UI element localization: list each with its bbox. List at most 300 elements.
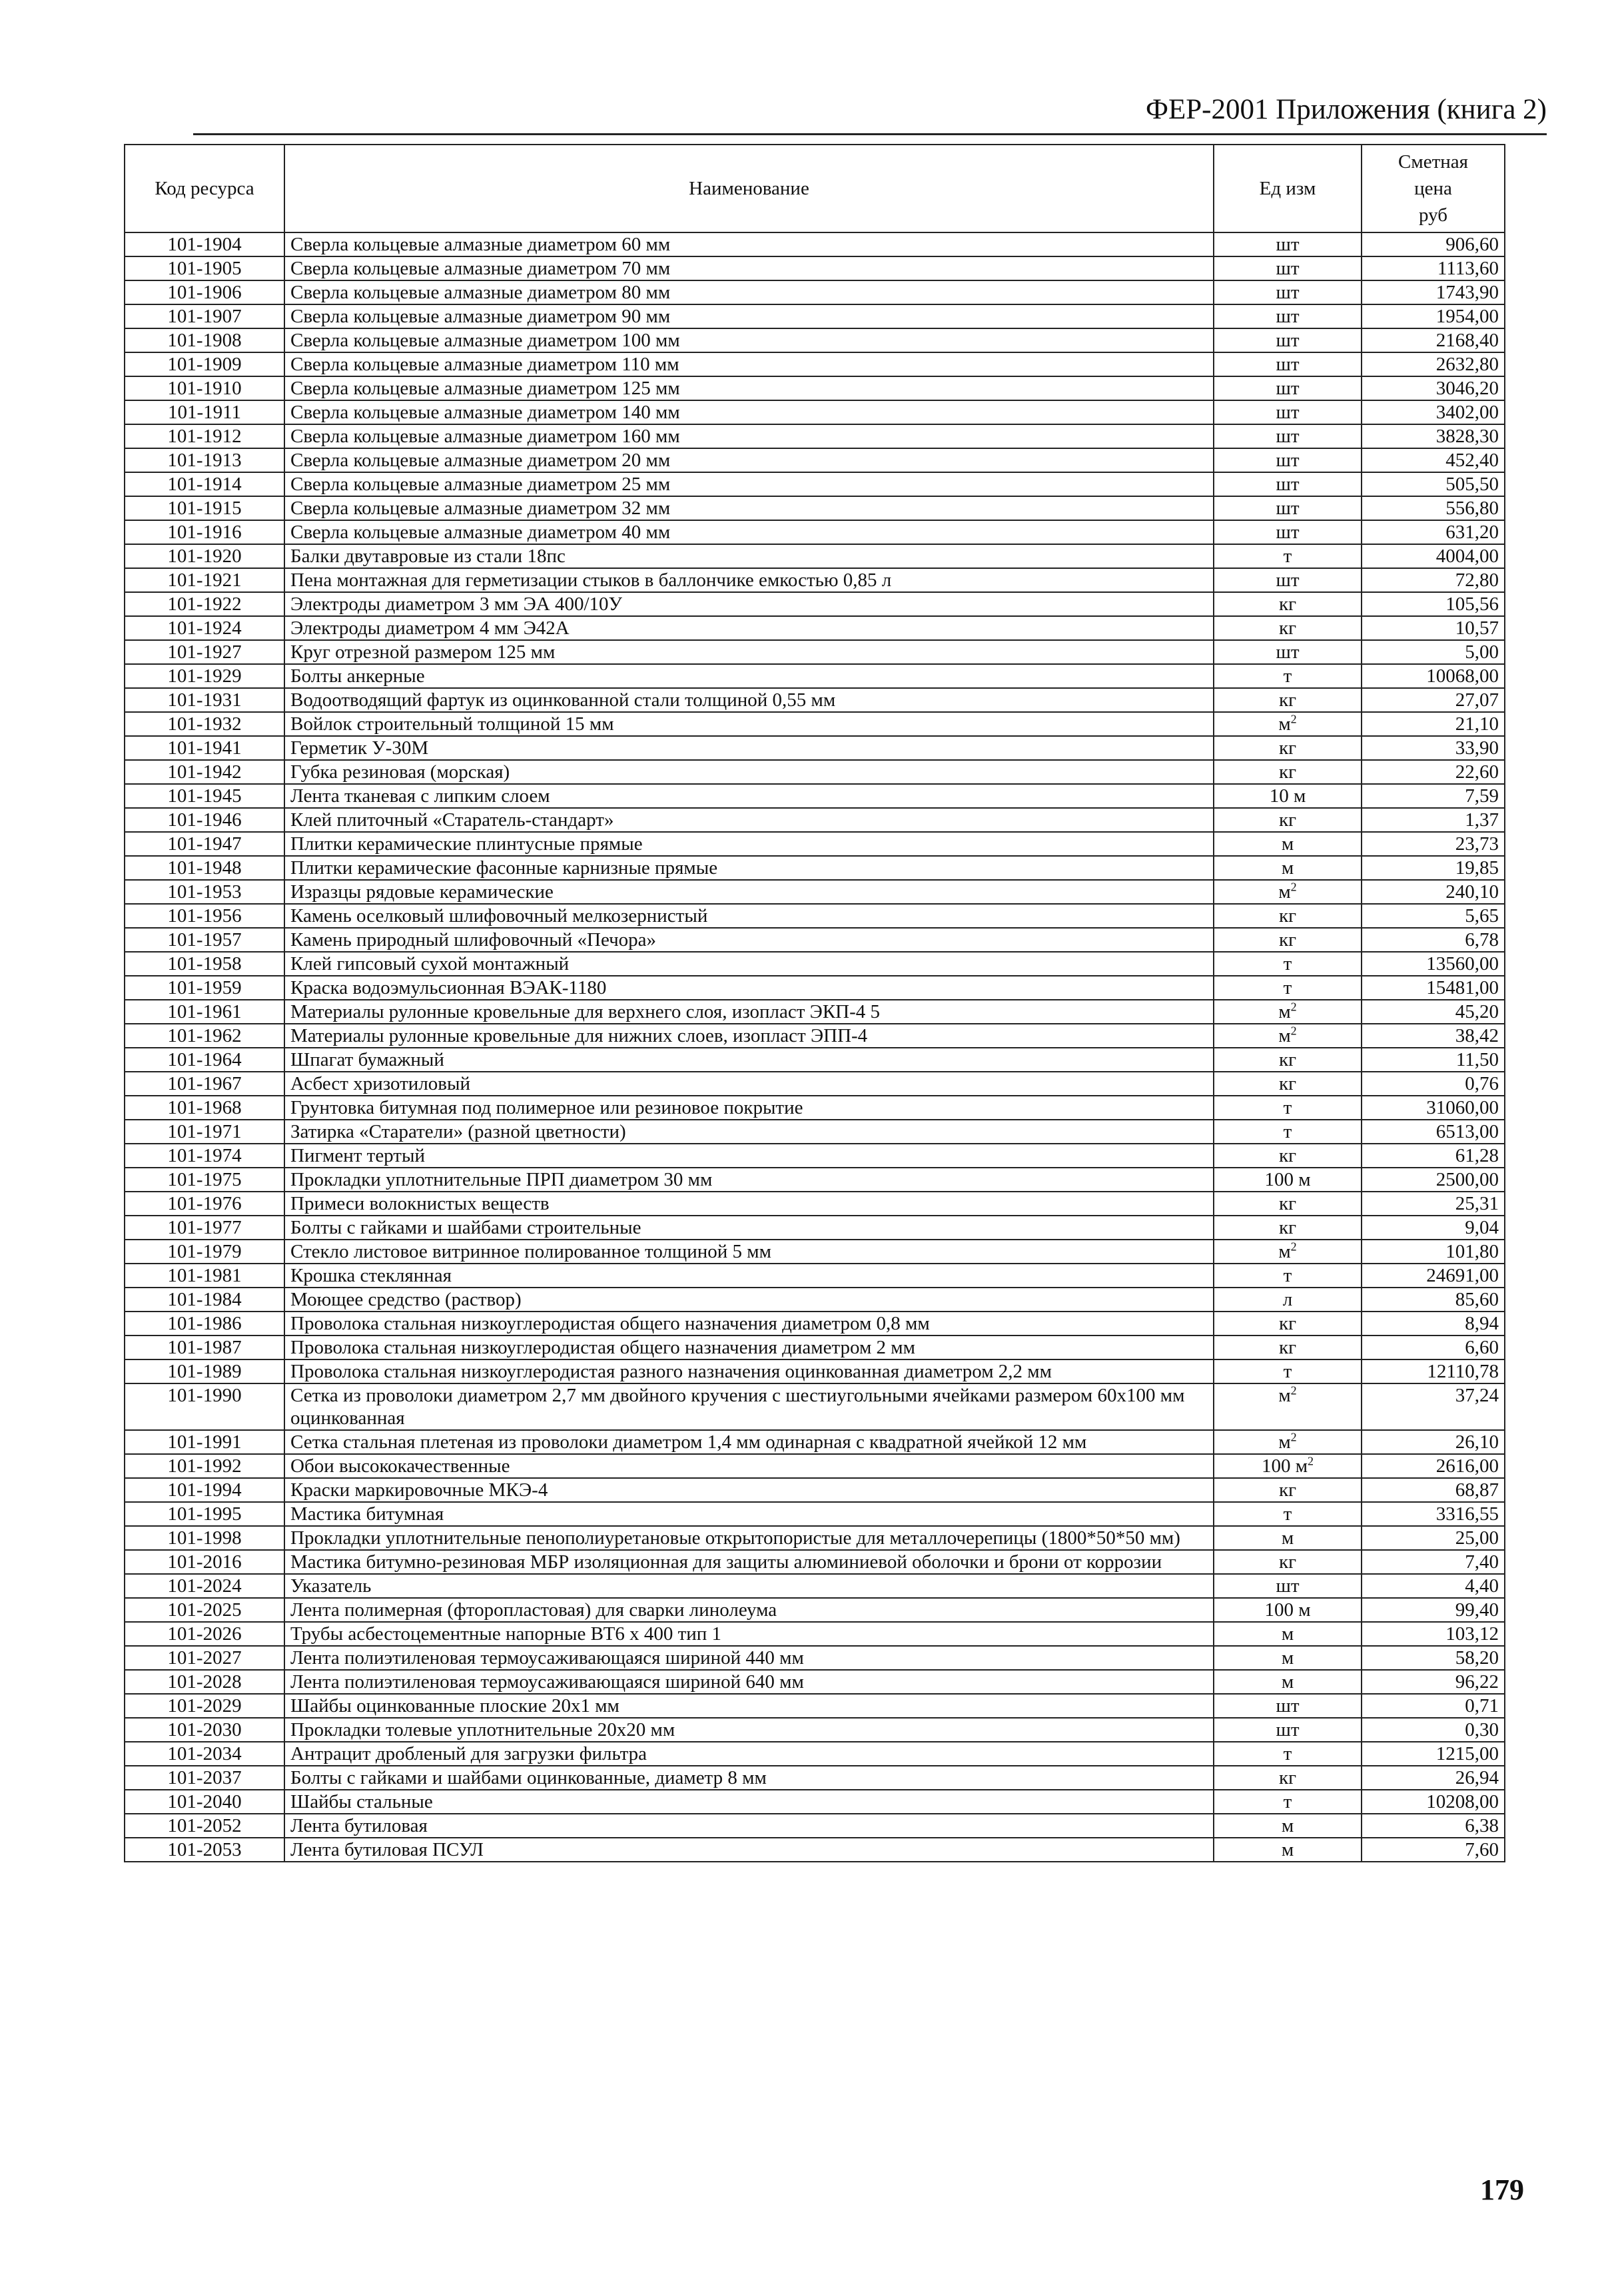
resource-name-cell: Лента тканевая с липким слоем xyxy=(284,784,1214,808)
unit-text: кг xyxy=(1279,1767,1296,1788)
resource-name-cell: Лента бутиловая xyxy=(284,1814,1214,1838)
price-cell: 7,40 xyxy=(1362,1550,1505,1574)
unit-superscript: 2 xyxy=(1308,1454,1314,1468)
unit-text: м xyxy=(1281,1671,1294,1693)
resource-code-cell: 101-2016 xyxy=(125,1550,284,1574)
resource-name-cell: Войлок строительный толщиной 15 мм xyxy=(284,712,1214,736)
price-cell: 13560,00 xyxy=(1362,952,1505,976)
unit-cell xyxy=(1214,400,1362,424)
unit-cell xyxy=(1214,520,1362,544)
unit-text: м xyxy=(1278,881,1291,903)
table-row xyxy=(125,304,1505,328)
table-row xyxy=(125,400,1505,424)
price-cell: 906,60 xyxy=(1362,232,1505,256)
unit-text: шт xyxy=(1276,378,1300,399)
resource-code-cell: 101-1942 xyxy=(125,760,284,784)
unit-text: шт xyxy=(1276,258,1300,279)
price-cell: 1743,90 xyxy=(1362,280,1505,304)
unit-text: шт xyxy=(1276,450,1300,471)
column-header-price-line3: руб xyxy=(1419,204,1447,226)
resource-name-cell: Мастика битумно-резиновая МБР изоляционная для защиты алюминиевой оболочки и брони от коррозии xyxy=(284,1550,1214,1574)
unit-text: т xyxy=(1283,1791,1292,1812)
table-row xyxy=(125,424,1505,448)
price-cell: 452,40 xyxy=(1362,448,1505,472)
resource-code-cell: 101-1927 xyxy=(125,640,284,664)
unit-text: кг xyxy=(1279,1313,1296,1334)
resource-code-cell: 101-1913 xyxy=(125,448,284,472)
price-cell: 6,38 xyxy=(1362,1814,1505,1838)
table-row xyxy=(125,760,1505,784)
unit-text: м xyxy=(1281,1815,1294,1836)
unit-text: т xyxy=(1283,546,1292,567)
table-row xyxy=(125,1096,1505,1120)
resource-name-cell: Антрацит дробленый для загрузки фильтра xyxy=(284,1742,1214,1766)
unit-text: шт xyxy=(1276,1575,1300,1597)
price-cell: 45,20 xyxy=(1362,1000,1505,1024)
resource-code-cell: 101-1946 xyxy=(125,808,284,832)
price-cell: 96,22 xyxy=(1362,1670,1505,1694)
resource-name-cell: Балки двутавровые из стали 18пс xyxy=(284,544,1214,568)
unit-superscript: 2 xyxy=(1290,1000,1297,1014)
table-row xyxy=(125,664,1505,688)
price-cell: 1113,60 xyxy=(1362,256,1505,280)
price-cell: 6513,00 xyxy=(1362,1120,1505,1144)
resource-code-cell: 101-1959 xyxy=(125,976,284,1000)
unit-cell xyxy=(1214,1072,1362,1096)
table-row xyxy=(125,544,1505,568)
table-row xyxy=(125,1000,1505,1024)
resource-name-cell: Затирка «Старатели» (разной цветности) xyxy=(284,1120,1214,1144)
resource-name-cell: Стекло листовое витринное полированное толщиной 5 мм xyxy=(284,1240,1214,1264)
resource-name-cell: Плитки керамические плинтусные прямые xyxy=(284,832,1214,856)
price-cell: 7,60 xyxy=(1362,1838,1505,1862)
resource-name-cell: Лента полимерная (фторопластовая) для сварки линолеума xyxy=(284,1598,1214,1622)
resource-code-cell: 101-1920 xyxy=(125,544,284,568)
price-cell: 11,50 xyxy=(1362,1048,1505,1072)
resource-name-cell: Сверла кольцевые алмазные диаметром 110 мм xyxy=(284,352,1214,376)
table-row xyxy=(125,976,1505,1000)
resource-name-cell: Сверла кольцевые алмазные диаметром 20 мм xyxy=(284,448,1214,472)
unit-superscript: 2 xyxy=(1290,1240,1297,1254)
price-cell: 5,65 xyxy=(1362,904,1505,928)
price-cell: 3402,00 xyxy=(1362,400,1505,424)
unit-text: шт xyxy=(1276,306,1300,327)
unit-text: кг xyxy=(1279,1049,1296,1070)
resource-name-cell: Сверла кольцевые алмазные диаметром 160 мм xyxy=(284,424,1214,448)
resource-code-cell: 101-1912 xyxy=(125,424,284,448)
price-cell: 31060,00 xyxy=(1362,1096,1505,1120)
table-row xyxy=(125,1670,1505,1694)
unit-cell xyxy=(1214,664,1362,688)
resource-code-cell: 101-1995 xyxy=(125,1502,284,1526)
resource-code-cell: 101-1975 xyxy=(125,1168,284,1192)
column-header-code: Код ресурса xyxy=(125,145,284,232)
resource-name-cell: Трубы асбестоцементные напорные ВТ6 х 400 тип 1 xyxy=(284,1622,1214,1646)
unit-text: 10 м xyxy=(1269,785,1306,807)
price-cell: 85,60 xyxy=(1362,1288,1505,1312)
resource-code-cell: 101-1967 xyxy=(125,1072,284,1096)
unit-text: м xyxy=(1281,1527,1294,1549)
table-row xyxy=(125,928,1505,952)
table-row xyxy=(125,1383,1505,1430)
unit-cell xyxy=(1214,1478,1362,1502)
resource-code-cell: 101-2027 xyxy=(125,1646,284,1670)
unit-cell xyxy=(1214,568,1362,592)
table-row xyxy=(125,1312,1505,1336)
resource-code-cell: 101-1911 xyxy=(125,400,284,424)
unit-text: т xyxy=(1283,1265,1292,1286)
resource-name-cell: Краски маркировочные МКЭ-4 xyxy=(284,1478,1214,1502)
table-row xyxy=(125,520,1505,544)
resource-code-cell: 101-1922 xyxy=(125,592,284,616)
table-row xyxy=(125,1646,1505,1670)
resource-code-cell: 101-1990 xyxy=(125,1383,284,1430)
unit-cell xyxy=(1214,928,1362,952)
unit-superscript: 2 xyxy=(1290,712,1297,726)
column-header-price-line2: цена xyxy=(1414,178,1452,199)
resource-code-cell: 101-1905 xyxy=(125,256,284,280)
price-cell: 101,80 xyxy=(1362,1240,1505,1264)
unit-cell xyxy=(1214,1598,1362,1622)
price-cell: 3316,55 xyxy=(1362,1502,1505,1526)
resource-name-cell: Шпагат бумажный xyxy=(284,1048,1214,1072)
resource-name-cell: Указатель xyxy=(284,1574,1214,1598)
price-cell: 72,80 xyxy=(1362,568,1505,592)
unit-cell xyxy=(1214,760,1362,784)
table-row xyxy=(125,1790,1505,1814)
price-cell: 26,10 xyxy=(1362,1430,1505,1454)
resource-name-cell: Болты с гайками и шайбами оцинкованные, диаметр 8 мм xyxy=(284,1766,1214,1790)
table-row xyxy=(125,1502,1505,1526)
price-cell: 0,30 xyxy=(1362,1718,1505,1742)
price-cell: 27,07 xyxy=(1362,688,1505,712)
price-cell: 38,42 xyxy=(1362,1024,1505,1048)
resource-code-cell: 101-2052 xyxy=(125,1814,284,1838)
unit-cell xyxy=(1214,328,1362,352)
unit-cell xyxy=(1214,688,1362,712)
unit-text: м xyxy=(1278,713,1291,735)
table-row xyxy=(125,1814,1505,1838)
table-row xyxy=(125,856,1505,880)
resource-code-cell: 101-1987 xyxy=(125,1336,284,1359)
column-header-unit: Ед изм xyxy=(1214,145,1362,232)
price-cell: 10068,00 xyxy=(1362,664,1505,688)
resource-name-cell: Шайбы стальные xyxy=(284,1790,1214,1814)
price-cell: 4,40 xyxy=(1362,1574,1505,1598)
resource-name-cell: Сверла кольцевые алмазные диаметром 125 мм xyxy=(284,376,1214,400)
resource-name-cell: Сверла кольцевые алмазные диаметром 32 мм xyxy=(284,496,1214,520)
resource-code-cell: 101-1953 xyxy=(125,880,284,904)
header-rule xyxy=(193,133,1547,135)
resource-code-cell: 101-1906 xyxy=(125,280,284,304)
resource-code-cell: 101-1976 xyxy=(125,1192,284,1216)
price-cell: 61,28 xyxy=(1362,1144,1505,1168)
resource-code-cell: 101-2030 xyxy=(125,1718,284,1742)
resource-code-cell: 101-1977 xyxy=(125,1216,284,1240)
table-row xyxy=(125,1430,1505,1454)
unit-text: кг xyxy=(1279,593,1296,615)
resource-name-cell: Примеси волокнистых веществ xyxy=(284,1192,1214,1216)
unit-cell xyxy=(1214,832,1362,856)
unit-text: кг xyxy=(1279,1337,1296,1358)
resource-code-cell: 101-1916 xyxy=(125,520,284,544)
table-row xyxy=(125,1550,1505,1574)
table-row xyxy=(125,256,1505,280)
unit-superscript: 2 xyxy=(1290,1024,1297,1038)
price-cell: 8,94 xyxy=(1362,1312,1505,1336)
unit-text: 100 м xyxy=(1264,1599,1311,1621)
unit-cell xyxy=(1214,952,1362,976)
unit-cell xyxy=(1214,1430,1362,1454)
price-cell: 240,10 xyxy=(1362,880,1505,904)
resource-name-cell: Сверла кольцевые алмазные диаметром 60 мм xyxy=(284,232,1214,256)
resource-code-cell: 101-1947 xyxy=(125,832,284,856)
resource-code-cell: 101-1924 xyxy=(125,616,284,640)
unit-text: кг xyxy=(1279,809,1296,831)
table-row xyxy=(125,1766,1505,1790)
unit-cell xyxy=(1214,1550,1362,1574)
resource-name-cell: Сверла кольцевые алмазные диаметром 40 мм xyxy=(284,520,1214,544)
unit-cell xyxy=(1214,1766,1362,1790)
unit-cell xyxy=(1214,1454,1362,1478)
table-row xyxy=(125,472,1505,496)
price-cell: 2632,80 xyxy=(1362,352,1505,376)
unit-cell xyxy=(1214,880,1362,904)
table-row xyxy=(125,1336,1505,1359)
resource-name-cell: Лента полиэтиленовая термоусаживающаяся шириной 440 мм xyxy=(284,1646,1214,1670)
unit-text: т xyxy=(1283,977,1292,998)
unit-text: кг xyxy=(1279,1479,1296,1501)
resource-name-cell: Шайбы оцинкованные плоские 20х1 мм xyxy=(284,1694,1214,1718)
table-row xyxy=(125,1240,1505,1264)
resource-name-cell: Водоотводящий фартук из оцинкованной стали толщиной 0,55 мм xyxy=(284,688,1214,712)
table-row xyxy=(125,232,1505,256)
table-row xyxy=(125,352,1505,376)
resource-code-cell: 101-1914 xyxy=(125,472,284,496)
resource-name-cell: Сверла кольцевые алмазные диаметром 25 мм xyxy=(284,472,1214,496)
unit-cell xyxy=(1214,1742,1362,1766)
unit-text: м xyxy=(1278,1001,1291,1022)
unit-cell xyxy=(1214,1288,1362,1312)
resource-code-cell: 101-1908 xyxy=(125,328,284,352)
resource-code-cell: 101-1957 xyxy=(125,928,284,952)
resource-code-cell: 101-1915 xyxy=(125,496,284,520)
resource-name-cell: Моющее средство (раствор) xyxy=(284,1288,1214,1312)
unit-text: м xyxy=(1278,1241,1291,1262)
unit-text: шт xyxy=(1276,354,1300,375)
resource-code-cell: 101-1964 xyxy=(125,1048,284,1072)
unit-text: л xyxy=(1282,1289,1293,1310)
table-row xyxy=(125,376,1505,400)
resource-name-cell: Камень природный шлифовочный «Печора» xyxy=(284,928,1214,952)
resource-code-cell: 101-1909 xyxy=(125,352,284,376)
unit-cell xyxy=(1214,1359,1362,1383)
resource-name-cell: Сетка стальная плетеная из проволоки диаметром 1,4 мм одинарная с квадратной ячейкой 12 мм xyxy=(284,1430,1214,1454)
price-cell: 21,10 xyxy=(1362,712,1505,736)
table-row xyxy=(125,496,1505,520)
unit-cell xyxy=(1214,1024,1362,1048)
table-row xyxy=(125,280,1505,304)
resource-code-cell: 101-1945 xyxy=(125,784,284,808)
resource-code-cell: 101-1910 xyxy=(125,376,284,400)
price-cell: 23,73 xyxy=(1362,832,1505,856)
resource-name-cell: Сверла кольцевые алмазные диаметром 90 мм xyxy=(284,304,1214,328)
unit-cell xyxy=(1214,1096,1362,1120)
unit-text: шт xyxy=(1276,426,1300,447)
table-row xyxy=(125,1216,1505,1240)
resource-name-cell: Болты с гайками и шайбами строительные xyxy=(284,1216,1214,1240)
resource-code-cell: 101-1907 xyxy=(125,304,284,328)
price-cell: 556,80 xyxy=(1362,496,1505,520)
resource-code-cell: 101-2037 xyxy=(125,1766,284,1790)
price-cell: 3046,20 xyxy=(1362,376,1505,400)
unit-cell xyxy=(1214,1838,1362,1862)
resource-code-cell: 101-1968 xyxy=(125,1096,284,1120)
unit-cell xyxy=(1214,1192,1362,1216)
table-row xyxy=(125,784,1505,808)
price-cell: 0,71 xyxy=(1362,1694,1505,1718)
resource-code-cell: 101-1984 xyxy=(125,1288,284,1312)
resource-name-cell: Клей плиточный «Старатель-стандарт» xyxy=(284,808,1214,832)
table-row xyxy=(125,1454,1505,1478)
resource-name-cell: Пигмент тертый xyxy=(284,1144,1214,1168)
price-cell: 2168,40 xyxy=(1362,328,1505,352)
unit-cell xyxy=(1214,1526,1362,1550)
price-cell: 3828,30 xyxy=(1362,424,1505,448)
table-row xyxy=(125,1622,1505,1646)
unit-superscript: 2 xyxy=(1290,1430,1297,1444)
unit-cell xyxy=(1214,616,1362,640)
unit-text: кг xyxy=(1279,929,1296,951)
unit-cell xyxy=(1214,1000,1362,1024)
unit-cell xyxy=(1214,592,1362,616)
resource-name-cell: Пена монтажная для герметизации стыков в баллончике емкостью 0,85 л xyxy=(284,568,1214,592)
unit-text: т xyxy=(1283,1743,1292,1764)
table-row xyxy=(125,616,1505,640)
resource-name-cell: Асбест хризотиловый xyxy=(284,1072,1214,1096)
price-cell: 4004,00 xyxy=(1362,544,1505,568)
resource-name-cell: Электроды диаметром 3 мм ЭА 400/10У xyxy=(284,592,1214,616)
resource-code-cell: 101-2053 xyxy=(125,1838,284,1862)
resource-name-cell: Круг отрезной размером 125 мм xyxy=(284,640,1214,664)
unit-text: 100 м xyxy=(1264,1169,1311,1190)
page-number: 179 xyxy=(1480,2173,1524,2206)
unit-cell xyxy=(1214,1574,1362,1598)
table-row xyxy=(125,1264,1505,1288)
price-cell: 68,87 xyxy=(1362,1478,1505,1502)
table-row xyxy=(125,1288,1505,1312)
resource-code-cell: 101-1991 xyxy=(125,1430,284,1454)
resource-name-cell: Проволока стальная низкоуглеродистая разного назначения оцинкованная диаметром 2,2 мм xyxy=(284,1359,1214,1383)
unit-text: т xyxy=(1283,1361,1292,1382)
resource-code-cell: 101-2025 xyxy=(125,1598,284,1622)
price-cell: 26,94 xyxy=(1362,1766,1505,1790)
price-cell: 25,00 xyxy=(1362,1526,1505,1550)
price-cell: 37,24 xyxy=(1362,1383,1505,1430)
resource-name-cell: Крошка стеклянная xyxy=(284,1264,1214,1288)
resource-name-cell: Сетка из проволоки диаметром 2,7 мм двойного кручения с шестиугольными ячейками размером 60х100 мм оцинкованная xyxy=(284,1383,1214,1430)
unit-text: м xyxy=(1281,1623,1294,1645)
resource-code-cell: 101-1989 xyxy=(125,1359,284,1383)
unit-cell xyxy=(1214,448,1362,472)
price-cell: 22,60 xyxy=(1362,760,1505,784)
unit-superscript: 2 xyxy=(1290,880,1297,894)
price-cell: 0,76 xyxy=(1362,1072,1505,1096)
unit-cell xyxy=(1214,1144,1362,1168)
unit-cell xyxy=(1214,976,1362,1000)
unit-cell xyxy=(1214,304,1362,328)
unit-cell xyxy=(1214,1216,1362,1240)
table-row xyxy=(125,640,1505,664)
unit-text: кг xyxy=(1279,1073,1296,1094)
unit-cell xyxy=(1214,256,1362,280)
price-cell: 6,78 xyxy=(1362,928,1505,952)
resource-code-cell: 101-2040 xyxy=(125,1790,284,1814)
resource-name-cell: Плитки керамические фасонные карнизные прямые xyxy=(284,856,1214,880)
unit-text: шт xyxy=(1276,522,1300,543)
resource-name-cell: Изразцы рядовые керамические xyxy=(284,880,1214,904)
unit-text: шт xyxy=(1276,498,1300,519)
table-row xyxy=(125,1574,1505,1598)
resource-code-cell: 101-2024 xyxy=(125,1574,284,1598)
unit-cell xyxy=(1214,904,1362,928)
price-cell: 10208,00 xyxy=(1362,1790,1505,1814)
table-row xyxy=(125,1598,1505,1622)
price-cell: 1954,00 xyxy=(1362,304,1505,328)
table-row xyxy=(125,328,1505,352)
resource-name-cell: Прокладки толевые уплотнительные 20х20 мм xyxy=(284,1718,1214,1742)
table-row xyxy=(125,1694,1505,1718)
table-row xyxy=(125,448,1505,472)
unit-cell xyxy=(1214,280,1362,304)
resource-code-cell: 101-1948 xyxy=(125,856,284,880)
table-row xyxy=(125,952,1505,976)
resource-code-cell: 101-2028 xyxy=(125,1670,284,1694)
resource-code-cell: 101-1921 xyxy=(125,568,284,592)
price-cell: 99,40 xyxy=(1362,1598,1505,1622)
unit-cell xyxy=(1214,1718,1362,1742)
table-row xyxy=(125,832,1505,856)
unit-cell xyxy=(1214,1264,1362,1288)
resource-name-cell: Материалы рулонные кровельные для нижних слоев, изопласт ЭПП-4 xyxy=(284,1024,1214,1048)
unit-cell xyxy=(1214,544,1362,568)
price-cell: 25,31 xyxy=(1362,1192,1505,1216)
resource-name-cell: Электроды диаметром 4 мм Э42А xyxy=(284,616,1214,640)
unit-cell xyxy=(1214,856,1362,880)
resource-code-cell: 101-1931 xyxy=(125,688,284,712)
resource-name-cell: Грунтовка битумная под полимерное или резиновое покрытие xyxy=(284,1096,1214,1120)
unit-cell xyxy=(1214,1814,1362,1838)
table-row xyxy=(125,568,1505,592)
unit-text: м xyxy=(1281,857,1294,879)
unit-cell xyxy=(1214,1646,1362,1670)
column-header-price-line1: Сметная xyxy=(1398,151,1468,173)
price-cell: 103,12 xyxy=(1362,1622,1505,1646)
resource-name-cell: Сверла кольцевые алмазные диаметром 140 мм xyxy=(284,400,1214,424)
resource-name-cell: Проволока стальная низкоуглеродистая общего назначения диаметром 0,8 мм xyxy=(284,1312,1214,1336)
resource-name-cell: Губка резиновая (морская) xyxy=(284,760,1214,784)
unit-text: шт xyxy=(1276,1695,1300,1717)
resource-name-cell: Клей гипсовый сухой монтажный xyxy=(284,952,1214,976)
unit-text: м xyxy=(1278,1431,1291,1453)
price-cell: 631,20 xyxy=(1362,520,1505,544)
resource-name-cell: Герметик У-30М xyxy=(284,736,1214,760)
resource-code-cell: 101-1971 xyxy=(125,1120,284,1144)
resource-code-cell: 101-1998 xyxy=(125,1526,284,1550)
unit-cell xyxy=(1214,1670,1362,1694)
table-row xyxy=(125,1120,1505,1144)
resource-name-cell: Сверла кольцевые алмазные диаметром 70 мм xyxy=(284,256,1214,280)
